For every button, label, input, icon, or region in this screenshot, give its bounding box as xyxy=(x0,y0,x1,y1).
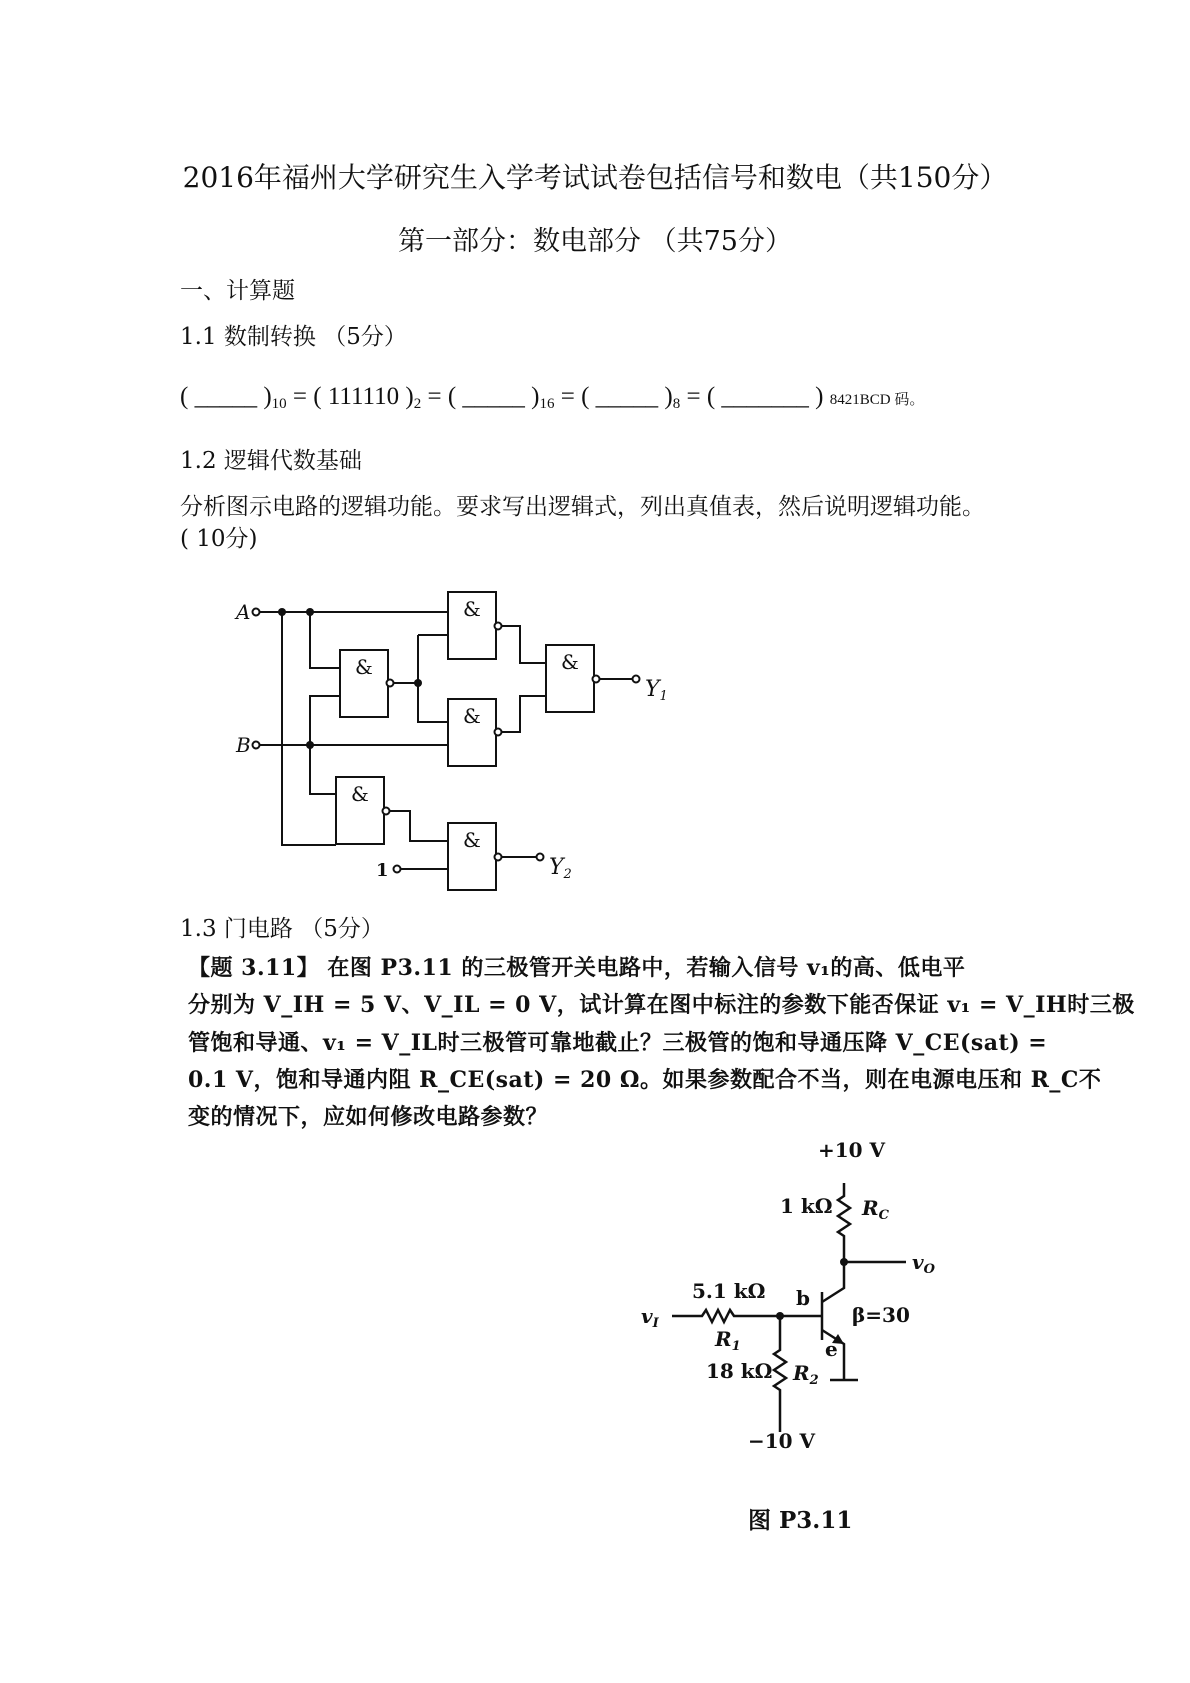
binary-value: ( 111110 ) xyxy=(313,383,414,410)
section-heading: 一、计算题 xyxy=(180,278,295,304)
bcd-blank: ( _______ ) xyxy=(706,383,824,410)
input-1-label: 1 xyxy=(376,860,389,881)
vcc-label: +10 V xyxy=(818,1138,886,1162)
equals: = xyxy=(292,383,308,410)
gate-symbol: & xyxy=(463,704,481,728)
equals: = xyxy=(560,383,575,410)
decimal-blank: ( _____ ) xyxy=(180,383,272,410)
problem-text-line: 变的情况下，应如何修改电路参数？ xyxy=(188,1104,549,1130)
gate-symbol: & xyxy=(463,828,481,852)
part-title: 第一部分：数电部分 （共75分） xyxy=(398,226,792,257)
r2-label: $R_2$ xyxy=(793,1361,819,1388)
problem-text-line: 管饱和导通、v₁ = V_IL时三极管可靠地截止？三极管的饱和导通压降 V_CE(sat) = xyxy=(188,1030,1048,1056)
gate-symbol: & xyxy=(463,597,481,621)
problem-text-line: 分别为 V_IH = 5 V、V_IL = 0 V，试计算在图中标注的参数下能否保证 v₁ = V_IH时三极 xyxy=(188,992,1135,1018)
question-1-1-heading: 1.1 数制转换 （5分） xyxy=(180,324,407,350)
r1-label: $R_1$ xyxy=(715,1327,741,1354)
rc-label: $R_C$ xyxy=(862,1196,889,1223)
vo-label: $v_O$ xyxy=(912,1250,935,1277)
vi-label: $v_I$ xyxy=(641,1304,659,1331)
octal-blank: ( _____ ) xyxy=(581,383,673,410)
input-a-label: A xyxy=(236,600,251,624)
gate-symbol: & xyxy=(561,650,579,674)
base-16: 16 xyxy=(539,396,555,412)
bcd-label: 8421BCD 码。 xyxy=(829,392,925,408)
problem-text-line: 0.1 V，饱和导通内阻 R_CE(sat) = 20 Ω。如果参数配合不当，则在电源电压和 R_C不 xyxy=(188,1067,1102,1093)
question-1-2-points: ( 10分) xyxy=(180,526,258,552)
input-b-label: B xyxy=(236,733,251,757)
base-10: 10 xyxy=(271,396,287,412)
document-title: 2016年福州大学研究生入学考试试卷包括信号和数电（共150分） xyxy=(182,161,1008,194)
rc-value: 1 kΩ xyxy=(780,1194,833,1218)
emitter-label: e xyxy=(825,1337,838,1361)
base-2: 2 xyxy=(413,396,422,412)
vee-label: −10 V xyxy=(748,1429,816,1453)
equals: = xyxy=(686,383,701,410)
base-8: 8 xyxy=(672,396,681,412)
output-y1-label: Y1 xyxy=(645,677,668,704)
figure-caption: 图 P3.11 xyxy=(748,1507,853,1534)
question-1-2-heading: 1.2 逻辑代数基础 xyxy=(180,448,362,474)
equals: = xyxy=(427,383,442,410)
gate-symbol: & xyxy=(355,655,373,679)
r2-value: 18 kΩ xyxy=(706,1359,773,1383)
question-1-2-description: 分析图示电路的逻辑功能。要求写出逻辑式，列出真值表，然后说明逻辑功能。 xyxy=(180,494,985,520)
r1-value: 5.1 kΩ xyxy=(692,1279,766,1303)
base-label: b xyxy=(796,1286,810,1310)
beta-label: β=30 xyxy=(852,1303,910,1327)
hex-blank: ( _____ ) xyxy=(447,383,540,410)
output-y2-label: Y2 xyxy=(549,855,572,882)
question-1-3-heading: 1.3 门电路 （5分） xyxy=(180,916,384,942)
gate-symbol: & xyxy=(351,782,369,806)
problem-text-line: 【题 3.11】 在图 P3.11 的三极管开关电路中，若输入信号 v₁的高、低电平 xyxy=(188,955,966,981)
